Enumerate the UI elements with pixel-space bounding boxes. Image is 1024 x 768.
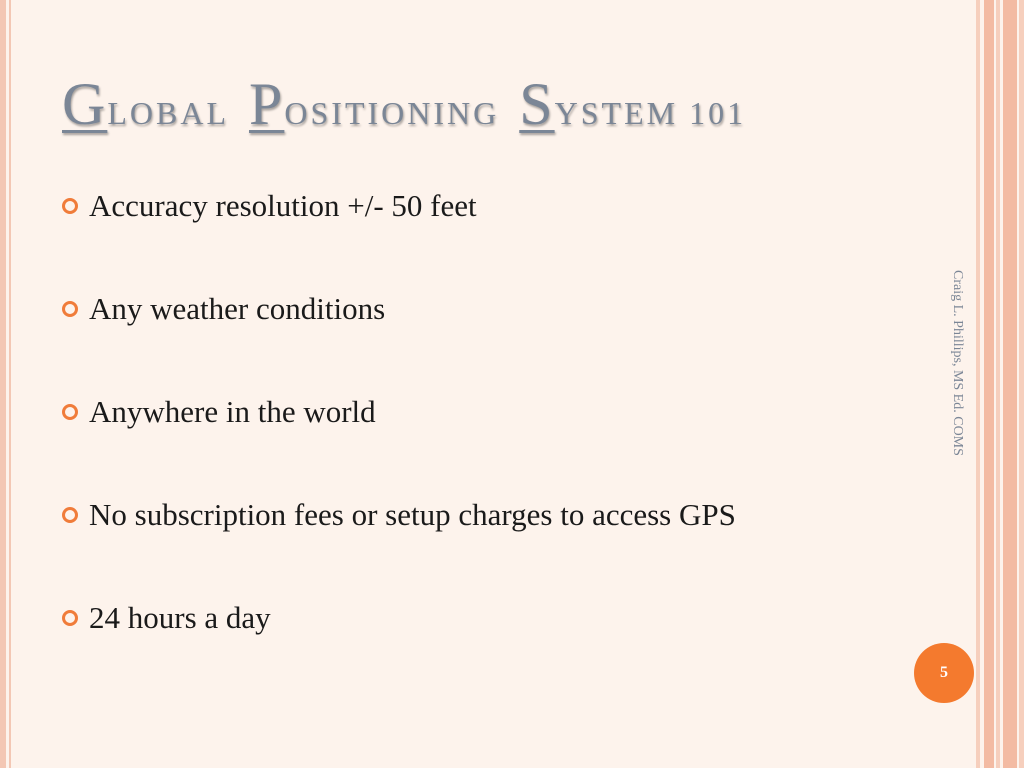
right-border-bar [996, 0, 1000, 768]
title-word-rest: OSITIONING [284, 95, 500, 131]
left-border-line [9, 0, 11, 768]
left-border-bar [0, 0, 6, 768]
page-number-badge: 5 [914, 643, 974, 703]
bullet-text: 24 hours a day [89, 600, 271, 635]
right-border-bar [1019, 0, 1024, 768]
title-initial: P [249, 71, 285, 137]
title-initial: S [519, 71, 555, 137]
bullet-ring-icon [62, 404, 78, 420]
title-word-rest: LOBAL [107, 95, 229, 131]
bullet-ring-icon [62, 507, 78, 523]
bullet-text: No subscription fees or setup charges to access GPS [89, 497, 736, 532]
right-border-bar [976, 0, 980, 768]
slide-title [62, 70, 760, 139]
title-word [249, 70, 499, 139]
list-item [62, 283, 736, 335]
right-border-bar [984, 0, 994, 768]
bullet-text: Anywhere in the world [89, 394, 376, 429]
title-initial: G [62, 71, 108, 137]
title-word [62, 70, 229, 139]
title-word [519, 70, 746, 139]
title-word-rest: YSTEM 101 [554, 95, 747, 131]
bullet-ring-icon [62, 301, 78, 317]
right-border-bar [1003, 0, 1017, 768]
list-item [62, 386, 736, 438]
bullet-text: Any weather conditions [89, 291, 386, 326]
author-credit: Craig L. Phillips, MS Ed. COMS [950, 270, 965, 456]
bullet-text: Accuracy resolution +/- 50 feet [89, 188, 477, 223]
bullet-ring-icon [62, 610, 78, 626]
bullet-ring-icon [62, 198, 78, 214]
list-item [62, 180, 736, 232]
list-item [62, 489, 736, 541]
list-item [62, 592, 736, 644]
bullet-list [62, 180, 736, 695]
